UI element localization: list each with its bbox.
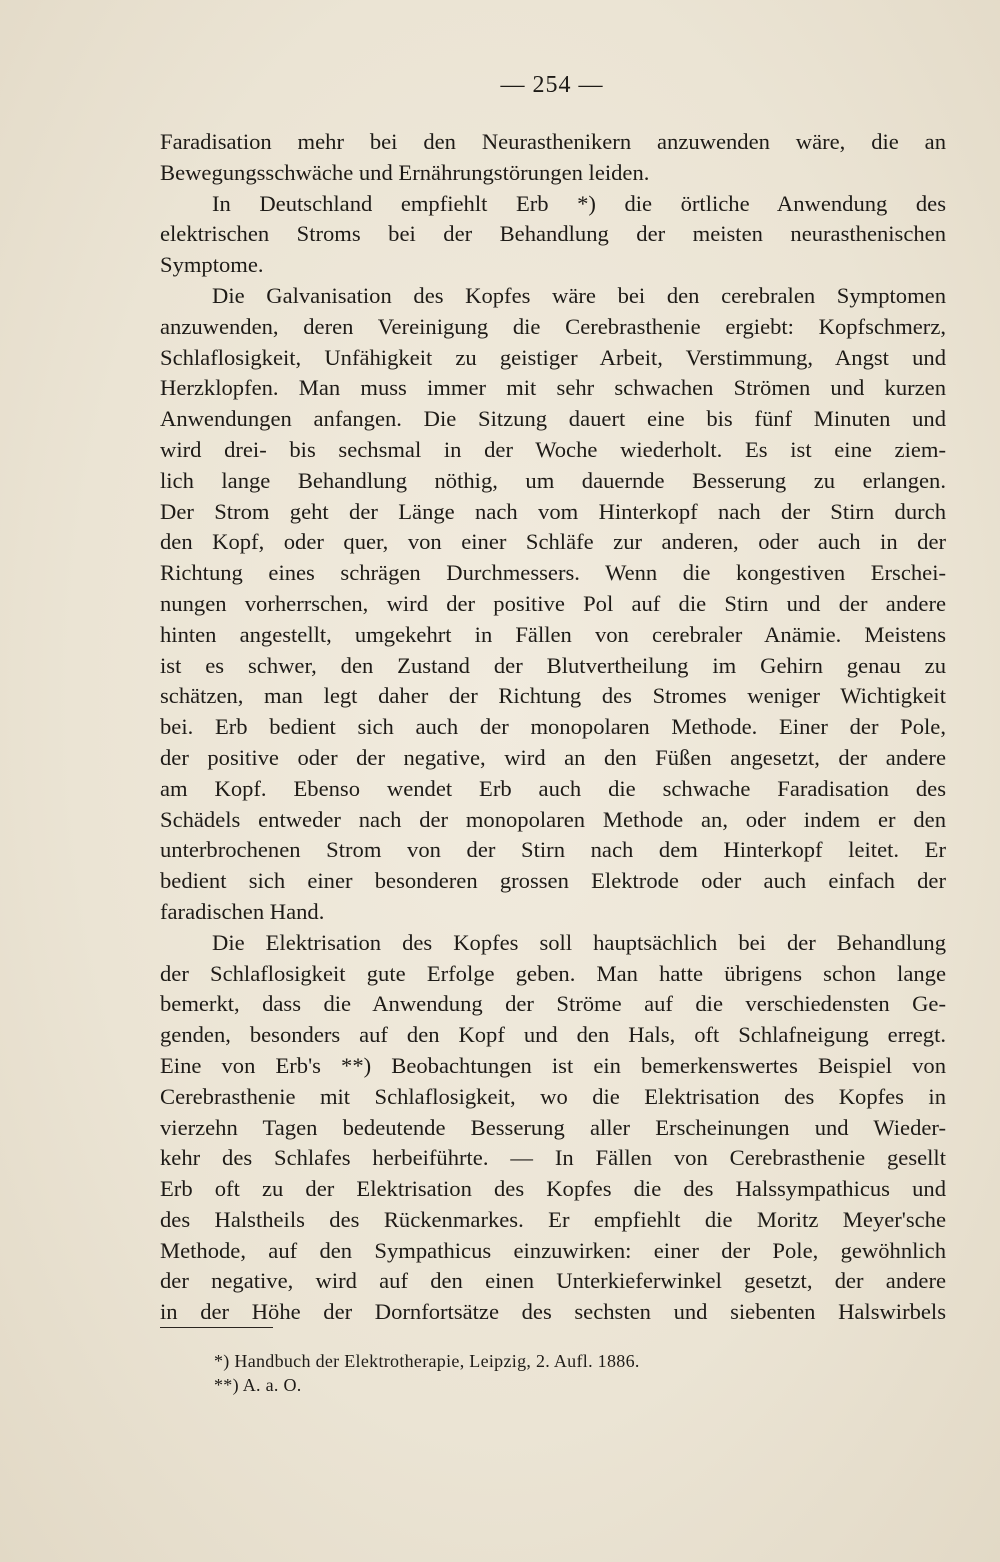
text-line: faradischen Hand. xyxy=(160,898,325,924)
text-line: Cerebrasthenie mit Schlaflosigkeit, wo die Elektrisation des Kopfes in xyxy=(160,1083,946,1109)
text-line: Symptome. xyxy=(160,252,264,278)
text-line: Die Galvanisation des Kopfes wäre bei den cerebralen Symptomen xyxy=(212,282,946,308)
text-line: Die Elektrisation des Kopfes soll hauptsächlich bei der Behandlung xyxy=(212,929,946,955)
text-line: der Schlaflosigkeit gute Erfolge geben. Man hatte übrigens schon lange xyxy=(160,960,946,986)
footnote-divider xyxy=(160,1327,273,1328)
text-line: Eine von Erb's **) Beobachtungen ist ein bemerkenswertes Beispiel von xyxy=(160,1052,946,1078)
text-line: genden, besonders auf den Kopf und den Hals, oft Schlafneigung erregt. xyxy=(160,1022,946,1048)
page-number: — 254 — xyxy=(500,72,604,98)
text-line: unterbrochenen Strom von der Stirn nach dem Hinterkopf leitet. Er xyxy=(160,837,946,863)
text-line: Der Strom geht der Länge nach vom Hinterkopf nach der Stirn durch xyxy=(160,498,946,524)
text-line: des Halstheils des Rückenmarkes. Er empfiehlt die Moritz Meyer'sche xyxy=(160,1206,946,1232)
text-line: Richtung eines schrägen Durchmessers. Wenn die kongestiven Erschei- xyxy=(160,560,946,586)
text-line: ist es schwer, den Zustand der Blutvertheilung im Gehirn genau zu xyxy=(160,652,946,678)
text-line: Schlaflosigkeit, Unfähigkeit zu geistiger Arbeit, Verstimmung, Angst und xyxy=(160,344,946,370)
text-line: elektrischen Stroms bei der Behandlung der meisten neurasthenischen xyxy=(160,221,946,247)
footnote: **) A. a. O. xyxy=(214,1375,302,1395)
text-line: anzuwenden, deren Vereinigung die Cerebrasthenie ergiebt: Kopfschmerz, xyxy=(160,313,946,339)
text-line: Erb oft zu der Elektrisation des Kopfes die des Halssympathicus und xyxy=(160,1176,946,1202)
text-line: am Kopf. Ebenso wendet Erb auch die schwache Faradisation des xyxy=(160,775,946,801)
text-line: der positive oder der negative, wird an den Füßen angesetzt, der andere xyxy=(160,744,946,770)
text-line: bedient sich einer besonderen grossen Elektrode oder auch einfach der xyxy=(160,868,946,894)
footnotes xyxy=(214,1349,640,1397)
text-line: Herzklopfen. Man muss immer mit sehr schwachen Strömen und kurzen xyxy=(160,375,946,401)
text-line: Bewegungsschwäche und Ernährungstörungen leiden. xyxy=(160,159,650,185)
text-line: Faradisation mehr bei den Neurasthenikern anzuwenden wäre, die an xyxy=(160,129,946,154)
footnote: *) Handbuch der Elektrotherapie, Leipzig, 2. Aufl. 1886. xyxy=(214,1351,640,1371)
text-line: schätzen, man legt daher der Richtung des Stromes weniger Wichtigkeit xyxy=(160,683,946,709)
body-text xyxy=(160,127,946,1328)
text-line: Methode, auf den Sympathicus einzuwirken: einer der Pole, gewöhnlich xyxy=(160,1237,946,1263)
text-line: In Deutschland empfiehlt Erb *) die örtliche Anwendung des xyxy=(212,190,946,216)
text-line: der negative, wird auf den einen Unterkieferwinkel gesetzt, der andere xyxy=(160,1268,946,1294)
text-line: vierzehn Tagen bedeutende Besserung aller Erscheinungen und Wieder- xyxy=(160,1114,946,1140)
text-line: lich lange Behandlung nöthig, um dauernde Besserung zu erlangen. xyxy=(160,467,946,493)
text-line: Anwendungen anfangen. Die Sitzung dauert eine bis fünf Minuten und xyxy=(160,406,946,432)
text-line: hinten angestellt, umgekehrt in Fällen von cerebraler Anämie. Meistens xyxy=(160,621,946,647)
text-line: bemerkt, dass die Anwendung der Ströme auf die verschiedensten Ge- xyxy=(160,991,946,1017)
text-line: den Kopf, oder quer, von einer Schläfe zur anderen, oder auch in der xyxy=(160,529,946,555)
text-line: in der Höhe der Dornfortsätze des sechsten und siebenten Halswirbels xyxy=(160,1299,946,1325)
text-line: bei. Erb bedient sich auch der monopolaren Methode. Einer der Pole, xyxy=(160,714,946,740)
text-line: nungen vorherrschen, wird der positive Pol auf die Stirn und der andere xyxy=(160,590,946,616)
text-line: wird drei- bis sechsmal in der Woche wiederholt. Es ist eine ziem- xyxy=(160,436,946,462)
text-line: Schädels entweder nach der monopolaren Methode an, oder indem er den xyxy=(160,806,946,832)
text-line: kehr des Schlafes herbeiführte. — In Fällen von Cerebrasthenie gesellt xyxy=(160,1145,946,1171)
